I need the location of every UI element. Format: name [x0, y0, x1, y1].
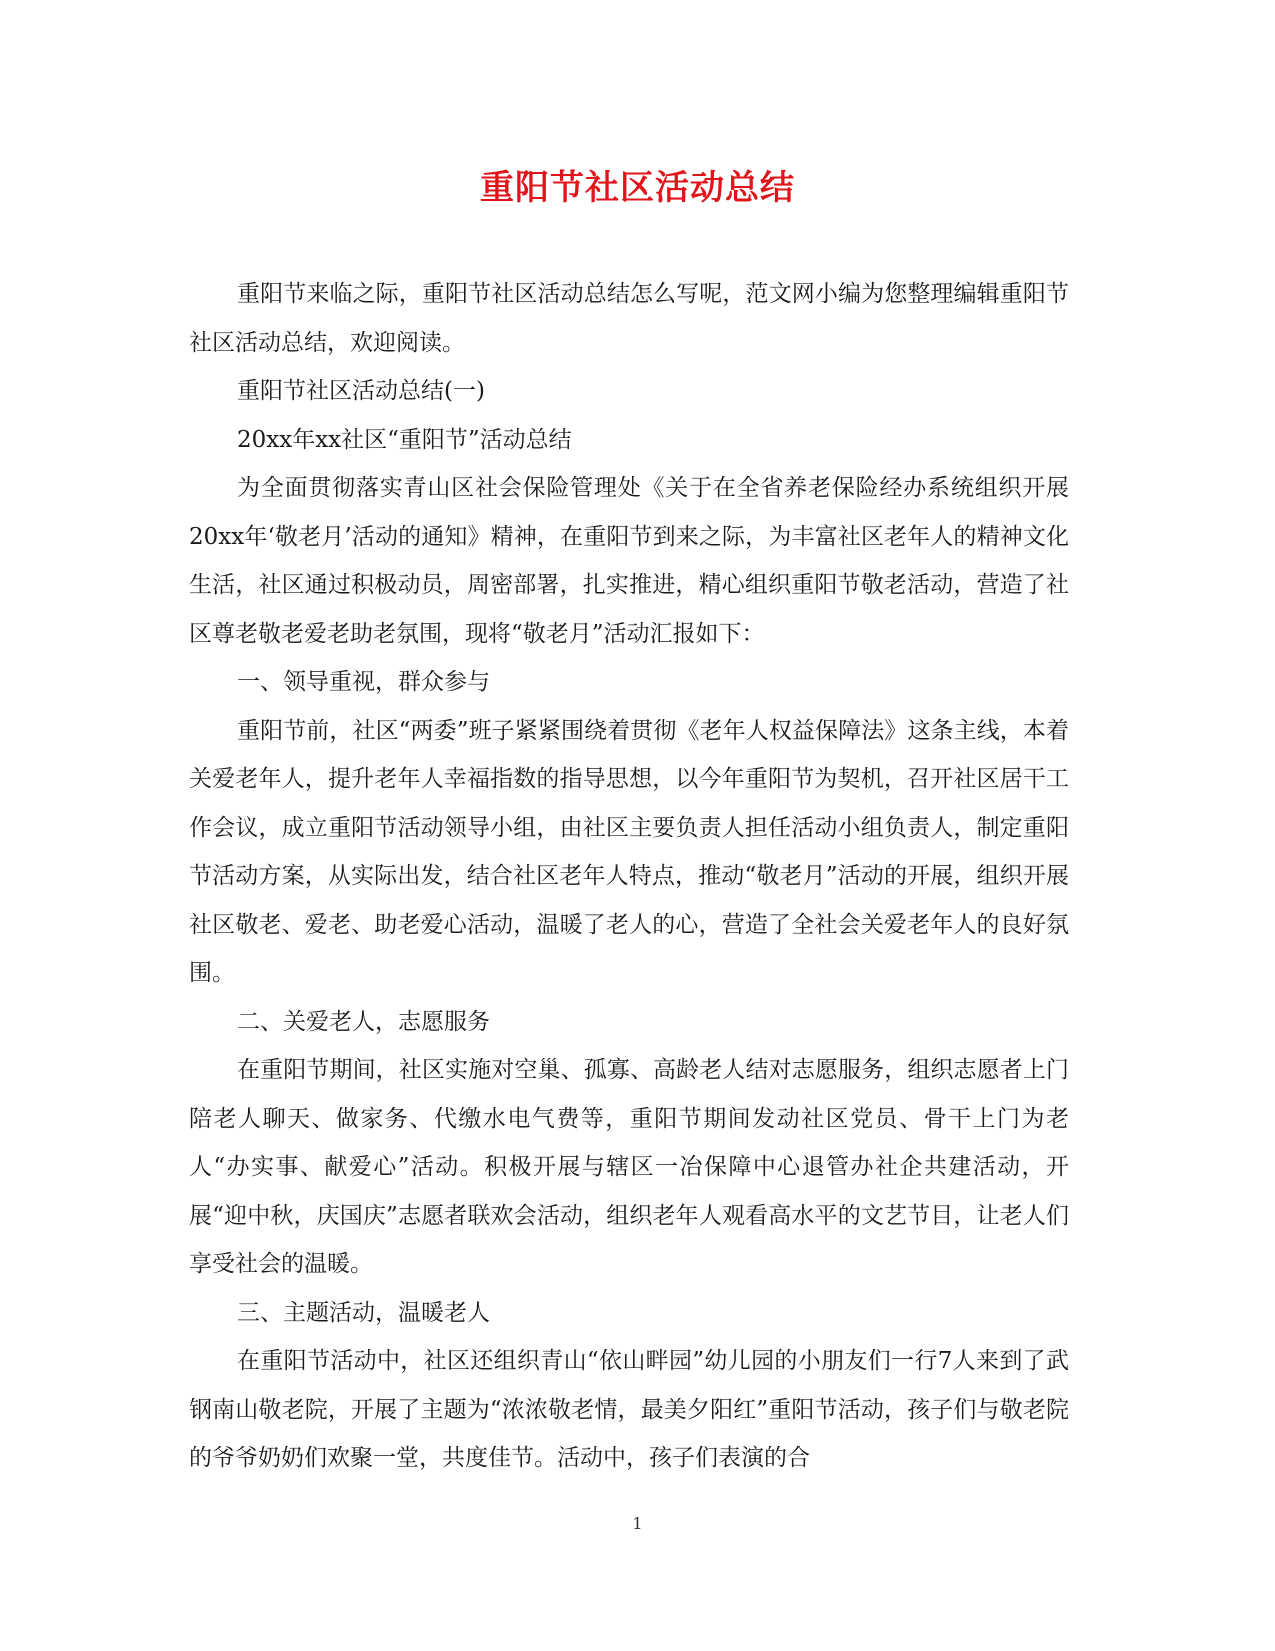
- section-heading-1: 一、领导重视，群众参与: [237, 669, 490, 695]
- paragraph-section-1: 重阳节前，社区“两委”班子紧紧围绕着贯彻《老年人权益保障法》这条主线，本着关爱老年人，提升老年人幸福指数的指导思想，以今年重阳节为契机，召开社区居干工作会议，成立重阳节活动领导小组，由社区主要负责人担任活动小组负责人，制定重阳节活动方案，从实际出发，结合社区老年人特点，推动“敬老月”活动的开展，组织开展社区敬老、爱老、助老爱心活动，温暖了老人的心，营造了全社会关爱老年人的良好氛围。: [189, 717, 1069, 986]
- section-heading-2: 二、关爱老人，志愿服务: [237, 1008, 490, 1035]
- paragraph-background: 为全面贯彻落实青山区社会保险管理处《关于在全省养老保险经办系统组织开展20xx年‘敬老月’活动的通知》精神，在重阳节到来之际，为丰富社区老年人的精神文化生活，社区通过积极动员，周密部署，扎实推进，精心组织重阳节敬老活动，营造了社区尊老敬老爱老助老氛围，现将“敬老月”活动汇报如下：: [189, 475, 1069, 647]
- page-number: 1: [632, 1514, 643, 1533]
- paragraph-section-3: 在重阳节活动中，社区还组织青山“依山畔园”幼儿园的小朋友们一行7人来到了武钢南山敬老院，开展了主题为“浓浓敬老情，最美夕阳红”重阳节活动，孩子们与敬老院的爷爷奶奶们欢聚一堂，共度佳节。活动中，孩子们表演的合: [189, 1348, 1069, 1471]
- document-title: 重阳节社区活动总结: [480, 168, 795, 208]
- paragraph-heading: 20xx年xx社区“重阳节”活动总结: [237, 426, 572, 453]
- paragraph-subtitle: 重阳节社区活动总结(一): [237, 378, 485, 404]
- section-heading-3: 三、主题活动，温暖老人: [237, 1299, 490, 1326]
- paragraph-intro: 重阳节来临之际，重阳节社区活动总结怎么写呢，范文网小编为您整理编辑重阳节社区活动总结，欢迎阅读。: [189, 281, 1069, 356]
- document-body: [189, 270, 1069, 1483]
- paragraph-section-2: 在重阳节期间，社区实施对空巢、孤寡、高龄老人结对志愿服务，组织志愿者上门陪老人聊天、做家务、代缴水电气费等，重阳节期间发动社区党员、骨干上门为老人“办实事、献爱心”活动。积极开展与辖区一冶保障中心退管办社企共建活动，开展“迎中秋，庆国庆”志愿者联欢会活动，组织老年人观看高水平的文艺节目，让老人们享受社会的温暖。: [189, 1057, 1069, 1277]
